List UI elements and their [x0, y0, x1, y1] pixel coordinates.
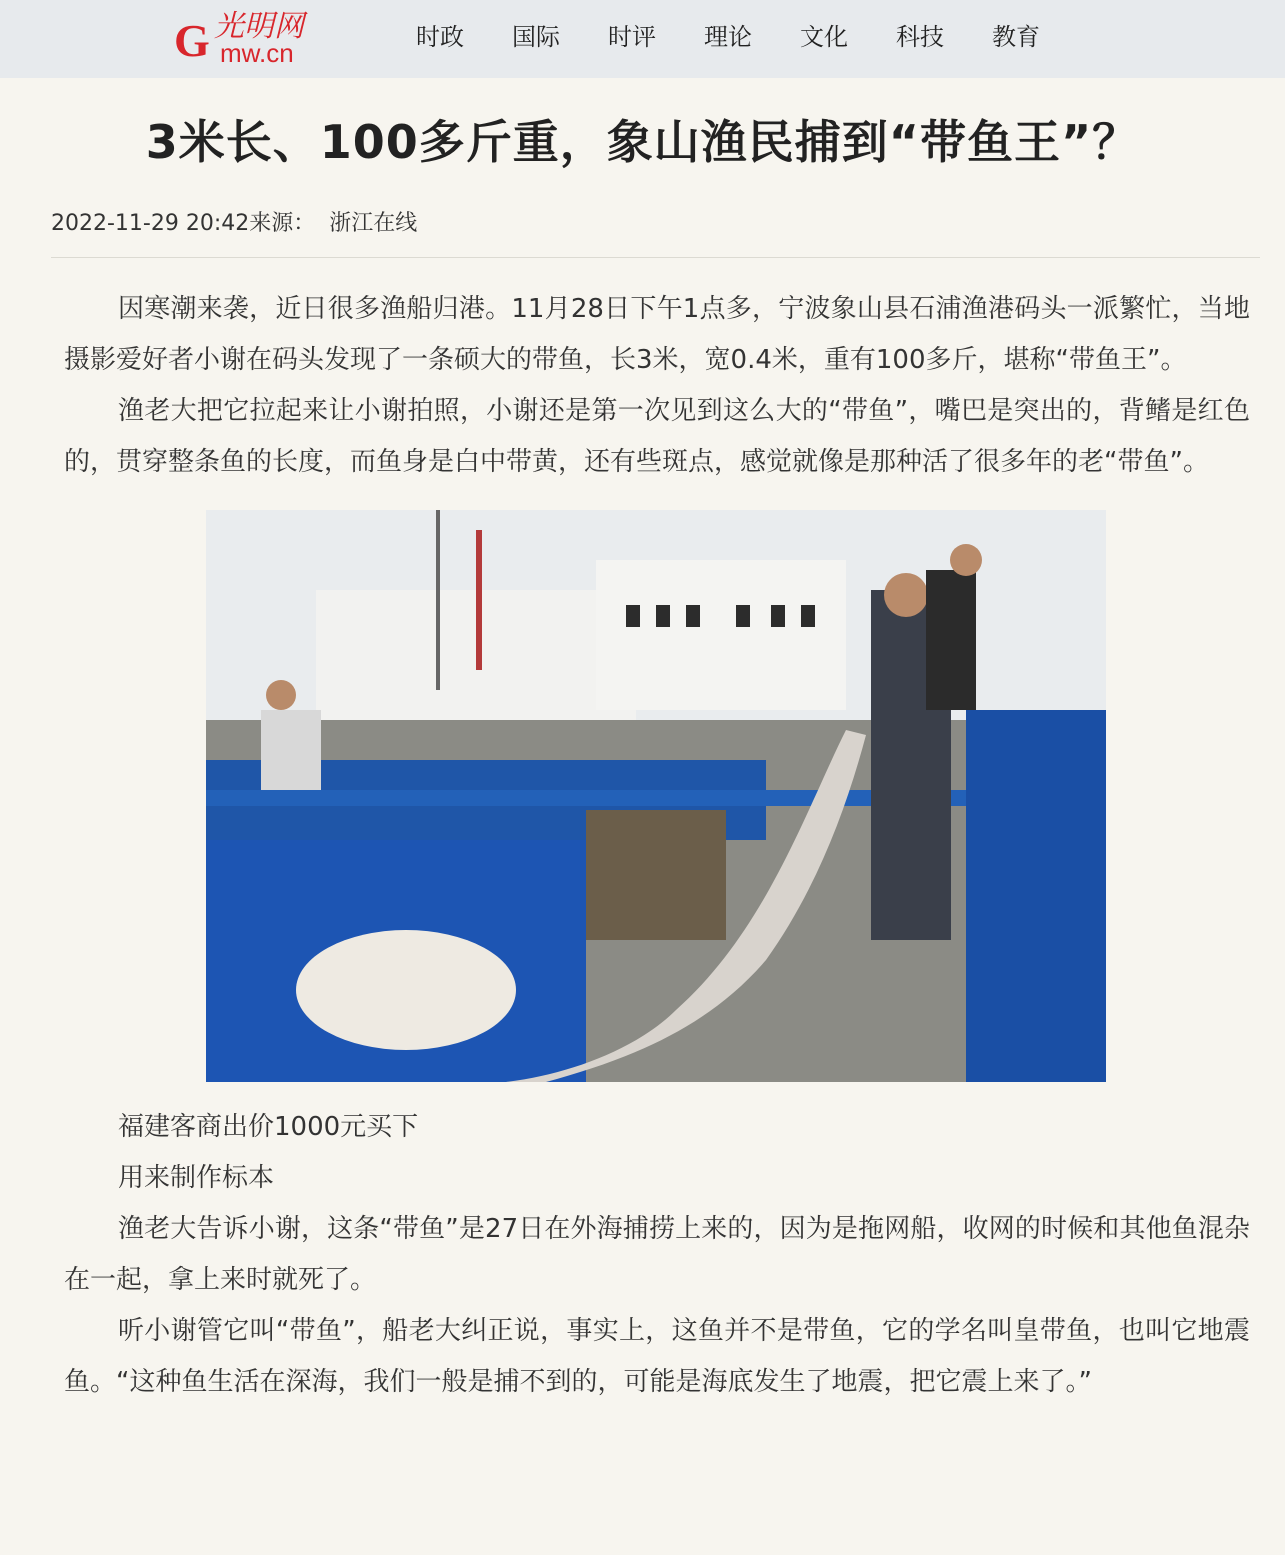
nav-item-politics[interactable]: 时政 [416, 22, 464, 51]
photo-fisherman-back-head [950, 544, 982, 576]
photo-window [801, 605, 815, 627]
logo-domain-text: mw.cn [220, 38, 294, 66]
article-paragraph: 渔老大告诉小谢，这条“带鱼”是27日在外海捕捞上来的，因为是拖网船，收网的时候和其他鱼混杂在一起，拿上来时就死了。 [64, 1214, 1250, 1295]
nav-item-tech[interactable]: 科技 [896, 22, 944, 51]
photo-fisherman-head [884, 573, 928, 617]
logo-g-letter: G [174, 15, 210, 66]
photo-fisherman-back [926, 570, 976, 710]
photo-window [656, 605, 670, 627]
nav-item-commentary[interactable]: 时评 [608, 22, 656, 51]
logo-chinese-text: 光明网 [214, 9, 304, 44]
photo-window [771, 605, 785, 627]
photo-fisherman-left-head [266, 680, 296, 710]
photo-hold-inside [586, 810, 726, 940]
nav-item-education[interactable]: 教育 [992, 22, 1040, 51]
meta-divider [51, 257, 1260, 258]
nav-item-international[interactable]: 国际 [512, 22, 560, 51]
publish-datetime: 2022-11-29 20:42 [51, 211, 250, 236]
photo-fisherman-left [261, 710, 321, 790]
photo-mast [436, 510, 440, 690]
article-subhead: 福建客商出价1000元买下 [118, 1112, 419, 1142]
article-subhead: 用来制作标本 [118, 1163, 275, 1193]
photo-window [736, 605, 750, 627]
article-body [64, 284, 1250, 1408]
photo-boat-cabin-right [596, 560, 846, 710]
photo-sack [296, 930, 516, 1050]
nav-item-culture[interactable]: 文化 [800, 22, 848, 51]
article-title: 3米长、100多斤重，象山渔民捕到“带鱼王”？ [145, 115, 1140, 169]
photo-mast [476, 530, 482, 670]
article-paragraph: 听小谢管它叫“带鱼”，船老大纠正说，事实上，这鱼并不是带鱼，它的学名叫皇带鱼，也叫它地震鱼。“这种鱼生活在深海，我们一般是捕不到的，可能是海底发生了地震，把它震上来了。” [64, 1316, 1250, 1397]
nav-item-theory[interactable]: 理论 [704, 22, 752, 51]
article-meta [51, 206, 417, 237]
article-paragraph: 因寒潮来袭，近日很多渔船归港。11月28日下午1点多，宁波象山县石浦渔港码头一派繁忙，当地摄影爱好者小谢在码头发现了一条硕大的带鱼，长3米，宽0.4米，重有100多斤，堪称“带鱼王”。 [64, 294, 1250, 375]
source-label: 来源： [249, 211, 316, 236]
source-name[interactable]: 浙江在线 [329, 211, 418, 236]
photo-window [626, 605, 640, 627]
photo-right-hull [966, 710, 1106, 1082]
photo-window [686, 605, 700, 627]
article-photo-fish-on-boat [206, 510, 1106, 1082]
article-paragraph: 渔老大把它拉起来让小谢拍照，小谢还是第一次见到这么大的“带鱼”，嘴巴是突出的，背鳍是红色的，贯穿整条鱼的长度，而鱼身是白中带黄，还有些斑点，感觉就像是那种活了很多年的老“带鱼”。 [64, 396, 1250, 477]
